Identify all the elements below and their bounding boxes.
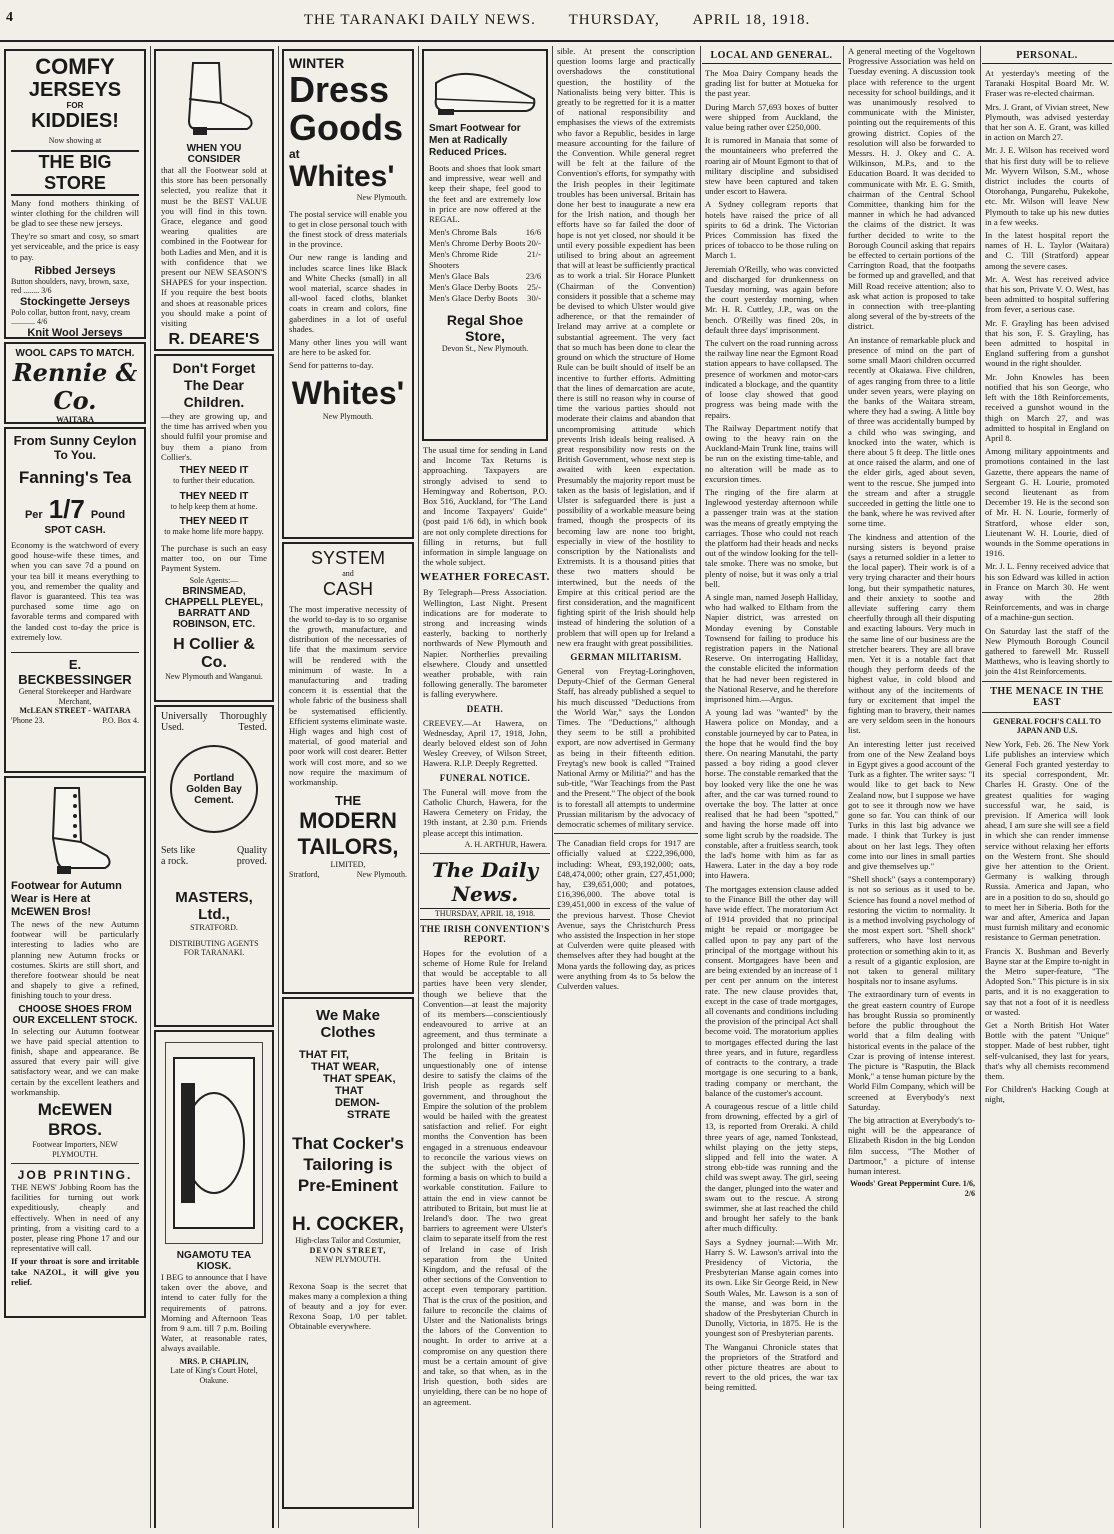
column-rule bbox=[278, 46, 279, 1528]
whites-winter: WINTER bbox=[289, 55, 345, 71]
deare-name: R. DEARE'S bbox=[168, 331, 260, 349]
price-value: 21/- bbox=[527, 249, 541, 260]
hcocker-addr: DEVON STREET, bbox=[309, 1245, 387, 1255]
rennie-town: WAITARA bbox=[55, 415, 95, 424]
personal-item: Mr. F. Grayling has been advised that his son, F. S. Grayling, has been admitted to hospital in England suffering from a gunshot wound in the right shoulder. bbox=[985, 317, 1109, 369]
masthead bbox=[0, 0, 1114, 42]
column-7 bbox=[845, 46, 978, 1528]
coughing-text: For Children's Hacking Cough at night, bbox=[985, 1084, 1109, 1105]
menace-head: THE MENACE IN THE EAST bbox=[990, 685, 1104, 708]
personal-head: PERSONAL. bbox=[982, 50, 1112, 64]
cement-tagline-2 bbox=[161, 722, 267, 733]
column-2 bbox=[152, 46, 276, 1528]
personal-item: Mr. J. L. Fenny received advice that his son Edward was killed in action in France on March 30. He went away with the 28th Reinforcements, and was in charge of a machine-gun section. bbox=[985, 561, 1109, 623]
regal-text: Boots and shoes that look smart and impressive, wear well and keep their shape, feel good to the feet and are extremely low in price are now offered at the REGAL. bbox=[429, 163, 541, 225]
whites-name-2: Whites' bbox=[291, 374, 405, 411]
ad-kiddies: KIDDIES! bbox=[31, 110, 119, 132]
beck-phone: 'Phone 23. bbox=[11, 715, 45, 725]
peppermint-cure: Woods' Great Peppermint Cure. 1/6, 2/6 bbox=[849, 1179, 975, 1198]
price-row bbox=[429, 238, 541, 249]
death-text: CREEVEY.—At Hawera, on Wednesday, April 17, 1918, John, dearly beloved eldest son of John Wesley Creevey, of Wilson Street, Hawera. R.I.P. Deeply Regretted. bbox=[423, 717, 547, 769]
regal-name: Regal Shoe Store, bbox=[446, 312, 524, 345]
ad-wool-caps: WOOL CAPS TO MATCH. bbox=[15, 348, 135, 359]
consider-head: WHEN YOU CONSIDER bbox=[186, 143, 242, 165]
kiosk-text: I BEG to announce that I have taken over the above, and intend to cater fully for the requirements of patrons. Morning and Afternoon Teas from 9 a.m. till 7 p.m. Boiling Water, at reasonable rates, always available. bbox=[161, 1272, 267, 1354]
cocker-speak: THAT SPEAK, bbox=[323, 1073, 396, 1085]
system-word: SYSTEM bbox=[310, 548, 385, 568]
ad-item-name: Stockingette Jerseys bbox=[19, 295, 131, 308]
local-item: Says a Sydney journal:—With Mr. Harry S. W. Lawson's arrival into the Presidency of Victoria, the Presbyterian Manse again comes into its own. Like Sir George Reid, in New South Wales, Mr. Lawson is a son of the manse, and was born in the shadow of the Presbyterian Church in Dunolly, Victoria, in 1875. He is the youngest son of Presbyterian parents. bbox=[705, 1236, 838, 1339]
purchase-text: The purchase is such an easy matter too, on our Time Payment System. bbox=[161, 542, 267, 573]
column-8 bbox=[982, 46, 1112, 1528]
price-value: 30/- bbox=[527, 293, 541, 304]
tea-price: 1/7 bbox=[48, 494, 85, 524]
ad-modern-tailors bbox=[282, 542, 414, 994]
choose-text: In selecting our Autumn footwear we have paid special attention to finish, shape and appearance. Be assured that every pair will give satisfactory wear, and we can make certain by the excellent leathers and workmanship. bbox=[11, 1025, 139, 1097]
ad-whites bbox=[282, 49, 414, 539]
local-item: During March 57,693 boxes of butter were shipped from Auckland, the value being rather over £250,000. bbox=[705, 101, 838, 133]
collier-addr: New Plymouth and Wanganui. bbox=[165, 671, 263, 681]
local-item: The Moa Dairy Company heads the grading list for butter at Motueka for the past year. bbox=[705, 68, 838, 99]
ceylon-from: From Sunny Ceylon bbox=[13, 433, 137, 448]
cement-tagline-1 bbox=[161, 711, 267, 722]
price-value: 25/- bbox=[527, 282, 541, 293]
job-text: THE NEWS' Jobbing Room has the facilities for turning out work expeditiously, cheaply and effectively. When in need of any printing, from a visiting card to a poster, please ring Phone 17 and our representative will call. bbox=[11, 1182, 139, 1254]
choose-head: CHOOSE SHOES FROM OUR EXCELLENT STOCK. bbox=[12, 1003, 138, 1026]
ad-now-showing: Now showing at bbox=[48, 136, 102, 145]
local-item: A Sydney collegram reports that hotels have raised the price of all spirits to 6d a drink. The Victorian Prices Commission has fixed the prices of tobacco to be those ruling on March 1. bbox=[705, 199, 838, 261]
job-printing-head: JOB PRINTING. bbox=[17, 1168, 133, 1183]
cement-seal-line: Golden Bay bbox=[186, 783, 242, 795]
system-and: and bbox=[342, 569, 354, 578]
need-it-1: THEY NEED IT bbox=[179, 465, 249, 477]
militarism-text: General von Freytag-Loringhoven, Deputy-Chief of the German General Staff, has already published a sequel to his much discussed "Deductions from the World War," says the London Times. The "Deductions," although they seem to be still a prohibited export, are now advertised in Germany as being in their fifteenth edition. Freytag's new book is called "Trained National Army or Militia?" and has the sub-title, "War Teachings from the Past and the Present." The object of the book is to forestall all attempts to undermine Prussian militarism by the advocacy of democratic schemes of military service. bbox=[557, 665, 695, 830]
masthead-day: THURSDAY, bbox=[568, 12, 660, 28]
cocker-strate: STRATE bbox=[347, 1109, 391, 1121]
cement-used: Used. bbox=[161, 722, 185, 733]
masters-town: STRATFORD. bbox=[190, 923, 238, 932]
cement-sets-like: Sets like bbox=[161, 845, 196, 856]
personal-item: Mr. A. West has received advice that his son, Private V. O. West, has been admitted to hospital suffering from fever, a serious case. bbox=[985, 273, 1109, 315]
local-item: The ringing of the fire alarm at Inglewood yesterday afternoon while a passenger train was at the station was the means of greatly emptying the carriages. Those who could not reach the platform had their heads and necks out of the window looking for the tell-tale smoke. There was no smoke, but plenty of noise, but it was only a trial bell. bbox=[705, 486, 838, 589]
local-item: An interesting letter just received from one of the New Zealand boys in Egypt gives a good account of the Turk as a fighter. The writer says: "I would like to get back to New Zealand now, but I suppose we have got to see it through now we have gone so far. You can think of our Turks in this last big advance we made. I think that Turkey is just about on her last legs. They often come into our lines in small parties and give themselves up." bbox=[848, 738, 975, 872]
local-item: The mortgages extension clause added to the Finance Bill the other day will have wide effect. The moratorium Act of 1914 provided that no principal might be repaid or mortgagee be called upon to pay any part of the principal of the mortgage without his consent. Mortgagees have been and are being extended by an increase of 1 per cent per annum on the interest rate. The new clause provides that, except in the case of trade mortgages, all covenants and conditions including the provision of the principal Act shall become void. The moratorium applies to mortgages effected during the last three years, and in future, regardless of contracts to the contrary, a trade mortgage is one securing to a bank, trading company or merchant, the balance of the customer's account. bbox=[705, 883, 838, 1098]
cigarette-packet-illustration bbox=[165, 1042, 263, 1244]
masthead-date: APRIL 18, 1918. bbox=[692, 12, 811, 28]
cement-tested: Tested. bbox=[238, 722, 267, 733]
job-foot: If your throat is sore and irritable take NAZOL, it will give you relief. bbox=[11, 1256, 139, 1287]
editorial-continued: sible. At present the conscription question looms large and practically overshadows the constitutional question, the hostility of the Nationalists being very bitter. This is greatly to be regretted for it is a matter of national responsibility and emphasises the views of the extremists who favor a Republic, besides in large measure accounting for the failure of the Convention. While general regret will be felt at the failure of the Convention's efforts, for sympathy with the Irish peoples in their legitimate troubles has been universal. Britain has done her best to inaugurate a new era for the Irish nation, and though her efforts have so far failed the door of hope is not yet closed, nor should it be until every possible expedient has been utilised to bring about an agreement that will at least be sufficiently practical as to work a trial. Sir Horace Plunkett (Chairman of the Convention) considers it possible that a scheme may be devised to which Ulster would give adherence, or that the remainder of Ireland may arrive at a complete or substantial agreement. The very fact that so much has been done to clear the ground on which the structure of Home Rule can be built should of itself be an incentive to further efforts. Admitting that the lines of demarcation are acute, there is still no reason why in course of time the various parties should not moderate their claims and abandon that uncompromising attitude which prevents Irish ideals being realised. A great responsibility now rests on the British Government, whose next step is awaited with keen expectation. Presumably the majority report must be taken as the basis of legislation, and if Ulster is safeguarded there is just a possibility of a workable measure being framed, though the prospects of its becoming law are none too bright, especially in view of the hostility to conscription by the Nationalists and Extremists. It is a thousand pities that these two matters should be intertwined, but the needs of the Empire at this critical period are the first consideration, and the magnificent fighting spirit of the Irish should help instead of hindering the solution of a problem that will open up for Ireland a new era fraught with great possibilities. bbox=[557, 46, 695, 648]
whites-name: Whites' bbox=[289, 160, 395, 193]
agents-list: BRINSMEAD, CHAPPELL PLEYEL, BARRATT AND ROBINSON, ETC. bbox=[164, 585, 264, 630]
whites-goods: Goods bbox=[289, 107, 403, 148]
local-item: A courageous rescue of a little child from drowning, effected by a girl of 13, is reported from Oreraki. A child three years of age, named Tonkstead, whilst playing on the jetty steps, slipped and fell into the water. A strong ebb-tide was running and the child was swept away. The girl, seeing the danger, plunged into the water and swam out to the rescue. A strong swimmer, she at last reached the child and brought her safely to the bank after much difficulty. bbox=[705, 1100, 838, 1234]
rennie-logo: Rennie & Co. bbox=[12, 358, 138, 415]
local-item: An instance of remarkable pluck and presence of mind on the part of some small Maori children occurred recently at Okaiawa. Five children, of ages ranging from three to a little under seven years, were playing on the banks of the Waitara stream, where they had a swing. A little boy of three was accidentally bumped by a child who was swinging, and knocked into the water, which is there about 5 ft deep. The little ones at once raised the alarm, and one of the elder girls, aged about seven, went to the rescue. She jumped into the stream and after a struggle succeeded in getting the little one to the bank, where he was revived after some time. bbox=[848, 334, 975, 529]
price-row bbox=[429, 249, 541, 271]
paper-name: THE TARANAKI DAILY NEWS. bbox=[303, 12, 536, 28]
need-it-3-sub: to make home life more happy. bbox=[164, 527, 264, 537]
ad-item-desc: Polo collar, button front, navy, cream ............ 4/6 bbox=[11, 307, 131, 327]
price-item: Men's Chrome Bals bbox=[429, 227, 497, 238]
local-item: The Railway Department notify that owing to the heavy rain on the Auckland-Main Trunk line, trains will be run on the existing time-table, and no alteration will be made as to excursion times. bbox=[705, 422, 838, 484]
mcewen-name: McEWEN BROS. bbox=[37, 1100, 113, 1140]
column-6 bbox=[702, 46, 841, 1528]
forget-head: Don't Forget The Dear Children. bbox=[172, 360, 256, 410]
ad-comfy: COMFY bbox=[35, 54, 115, 79]
ad-item-desc: Button shoulders, navy, brown, saxe, red ........ 3/6 bbox=[11, 276, 130, 296]
footwear-head: Footwear for Autumn Wear is Here at McEWEN Bros! bbox=[11, 880, 122, 918]
regal-head: Smart Footwear for Men at Radically Reduced Prices. bbox=[429, 123, 521, 158]
hcocker-town: NEW PLYMOUTH. bbox=[315, 1255, 381, 1264]
daily-news-date: THURSDAY, APRIL 18, 1918. bbox=[420, 908, 550, 920]
ad-intro2: They're so smart and cosy, so smart yet serviceable, and the price is easy to pay. bbox=[11, 231, 139, 262]
column-5 bbox=[554, 46, 698, 1528]
local-item: A young lad was "wanted" by the Hawera police on Monday, and a constable journeyed by car to Patea, in the hope that he would find the boy there. On nearing Manutahi, the party passed a boy riding a good clever horse. The constable remarked that the boy looked very like the one he was after, and the car was turned round to overtake the boy. The latter at once realised that he had been "spotted," and having the horse made off into some light scrub by the roadside. The constable, after a fruitless search, took the lad's home with him as far as Hawera. Later in the day a boy rode into Hawera. bbox=[705, 707, 838, 881]
personal-item: Among military appointments and promotions contained in the last Gazette, there appears the name of Sergeant G. H. Lourie, promoted second lieutenant as from December 19. He is the second son of Mr. H. N. Lourie, formerly of Stratford, whose elder son, Lieutenant W. H. Lourie, died of wounds in the Somme operations in 1916. bbox=[985, 446, 1109, 559]
price-item: Men's Chrome Ride Shooters bbox=[429, 249, 498, 271]
bushman-text: Francis X. Bushman and Beverly Bayne star at the Empire to-night in the Metro super-feature, "The Adopted Son." This picture is in six parts, and it is no exaggeration to say that not a foot of it is needless or wasted. bbox=[985, 945, 1109, 1017]
rexona-text: Rexona Soap is the secret that makes many a complexion a thing of beauty and a joy for ever. Rexona Soap, 1/0 per tablet. Obtainable everywhere. bbox=[289, 1280, 407, 1332]
masthead-title bbox=[0, 12, 1114, 29]
forget-text: —they are growing up, and the time has arrived when you should fulfil your promise and buy them a piano from Collier's. bbox=[161, 411, 267, 462]
cement-proved: proved. bbox=[236, 856, 267, 867]
column-4 bbox=[420, 46, 550, 1528]
beck-name: E. BECKBESSINGER bbox=[11, 652, 139, 687]
local-item: The big attraction at Everybody's to-night will be the appearance of Elizabeth Risdon in the big London film success, "The Mother of Dartmoor," a picture of intense human interest. bbox=[848, 1114, 975, 1176]
ad-jerseys: JERSEYS bbox=[28, 79, 122, 101]
column-rule bbox=[700, 46, 701, 1528]
tea-text: Economy is the watchword of every good house-wife these times, and when you can save 7d a pound on your tea bill it means everything to you, and remember the quality and flavor is guaranteed. This tea was purchased some time ago on favorable terms and compared with the landed cost to-day the price is extremely low. bbox=[11, 540, 139, 642]
cocker-fit: THAT FIT, bbox=[299, 1049, 349, 1061]
need-it-1-sub: to further their education. bbox=[173, 476, 255, 486]
modern-the: THE bbox=[335, 793, 361, 809]
price-value: 20/- bbox=[527, 238, 541, 249]
price-item: Men's Glace Derby Boots bbox=[429, 293, 518, 304]
cement-quality: Quality bbox=[237, 845, 267, 856]
whites-postal: The postal service will enable you to get in close personal touch with the finest stock of dress materials in the province. bbox=[289, 208, 407, 250]
modern-np: New Plymouth. bbox=[356, 869, 407, 879]
price-row bbox=[429, 271, 541, 282]
ad-item-name: Knit Wool Jerseys bbox=[27, 326, 123, 339]
price-value: 16/6 bbox=[525, 227, 541, 238]
modern-towns bbox=[289, 870, 407, 880]
cash-word: CASH bbox=[322, 578, 373, 599]
collier-name: H Collier & Co. bbox=[173, 635, 255, 671]
price-row bbox=[429, 293, 541, 304]
tea-unit: Pound bbox=[90, 509, 126, 521]
column-rule bbox=[552, 46, 553, 1528]
cocker-pre-eminent: That Cocker's Tailoring is Pre-Eminent bbox=[292, 1134, 404, 1195]
column-rule bbox=[418, 46, 419, 1528]
cement-seal-line: Cement. bbox=[194, 794, 234, 806]
daily-news-nameplate: The Daily News. bbox=[431, 858, 539, 907]
beck-contact bbox=[11, 716, 139, 726]
cement-tagline-4 bbox=[161, 856, 267, 867]
local-item: Jeremiah O'Reilly, who was convicted and discharged for drunkenness on Tuesday morning, was again before the court yesterday morning, when Mr. H. R. Cuttley, J.P., was on the bench. O'Reilly was fined 20s, in default three days' imprisonment. bbox=[705, 263, 838, 335]
cement-seal bbox=[170, 745, 258, 833]
ad-for: FOR bbox=[66, 101, 84, 110]
cement-a-rock: a rock. bbox=[161, 856, 189, 867]
weather-head: WEATHER FORECAST. bbox=[420, 571, 550, 584]
cement-seal-line: Portland bbox=[193, 772, 235, 784]
ad-big-store-name: THE BIG STORE bbox=[11, 150, 139, 196]
tax-guide-text: The usual time for sending in Land and Income Tax Returns is approaching. Taxpayers are strongly advised to send to Hemingway and Robertson, P.O. Box 516, Auckland, for "The Land and Income Taxpayers' Guide" (post paid 1/6 6d), in which book are not only complete directions for filling in returns, but full information in simple language on the whole subject. bbox=[423, 445, 547, 568]
ad-collier bbox=[154, 354, 274, 702]
cocker-wear: THAT WEAR, bbox=[311, 1061, 380, 1073]
whites-dress: Dress bbox=[289, 69, 390, 110]
local-general-head: LOCAL AND GENERAL. bbox=[702, 50, 841, 64]
crops-text: The Canadian field crops for 1917 are officially valued at £222,396,000, including: Wheat, £93,192,000; oats, £48,474,000; other grain, £27,451,000; hay, £39,651,000; and potatoes, £16,396,000. The above total is £39,451,000 in excess of the value of the previous harvest. Those Cheviot Avenue, says the Christchurch Press who assisted the Inspection in her stope at Culverden were quite pleased with themselves after they had bought at the Mona yards the following day, as prices were anything from 4s to 5s below the Culverden values. bbox=[557, 838, 695, 992]
local-item: The Wanganui Chronicle states that the proprietors of the Stratford and other picture theatres are about to revert to the old prices, the war tax being remitted. bbox=[705, 1341, 838, 1393]
local-item: The culvert on the road running across the railway line near the Egmont Road station appears to have collapsed. The presence of workmen and motor-cars indicated a blockage, and the quantity of loose clay showed that good progress was being made with the repairs. bbox=[705, 338, 838, 420]
masters-sub: DISTRIBUTING AGENTS FOR TARANAKI. bbox=[169, 938, 259, 957]
personal-item: At yesterday's meeting of the Taranaki Hospital Board Mr. W. Fraser was re-elected chairman. bbox=[985, 68, 1109, 99]
whites-range: Our new range is landing and includes scarce lines like Black and White Checks (small) in all wool material, scarce shades in all-wool faced cloths, blanket coats in cream and colors, fine gaberdines in a lot of useful shades. bbox=[289, 252, 407, 334]
weather-text: By Telegraph—Press Association. Wellington, Last Night. Present indications are for moderate to strong and increasing winds easterly, backing to northerly northwards of New Plymouth and Napier. Northerlies prevailing elsewhere. Cloudy and unsettled weather probable, with rain following generally. The barometer is falling everywhere. bbox=[423, 587, 547, 700]
ceylon-to: To You. bbox=[54, 448, 96, 462]
cement-tagline-3 bbox=[161, 845, 267, 856]
foch-text: New York, Feb. 26. The New York Life publishes an interview which General Foch granted yesterday to its special correspondent, Mr. Charles H. Grasty. One of the greatest qualities for waging successful war, he said, is prevision. If America will look ahead, I am sure she will see a field in which she can render immense service without relaxing her efforts on the Western front. She should give her attention to the Orient. Germany is walking through Russia. America and Japan, who are in a position to do so, should go to meet her in Siberia. Both for the war and after, America and Japan must furnish military and economic resistance to German penetration. bbox=[985, 738, 1109, 943]
agents-head: Sole Agents:— bbox=[189, 576, 239, 586]
column-1 bbox=[2, 46, 148, 1528]
column-rule bbox=[843, 46, 844, 1528]
personal-item: On Saturday last the staff of the New Plymouth Borough Council gathered to farewell Mr. Russell Matthews, who is leaving shortly to join the 41st Reinforcements. bbox=[985, 625, 1109, 677]
price-value: 23/6 bbox=[525, 271, 541, 282]
foch-head: GENERAL FOCH'S CALL TO JAPAN AND U.S. bbox=[993, 716, 1101, 736]
kiosk-sign: MRS. P. CHAPLIN, bbox=[179, 1356, 249, 1366]
ad-masters bbox=[154, 705, 274, 1027]
tea-per: Per bbox=[24, 509, 43, 521]
page-number: 4 bbox=[6, 10, 13, 25]
cigarette-packet-icon bbox=[169, 1053, 259, 1233]
system-text: The most imperative necessity of the world to-day is to so organise the growth, manufacture, and distribution of the necessaries of life that the maximum service will be rendered with the minimum of waste. In a manufacturing and trading concern it is essential that the whole fabric of the business shall be systematised efficiently. Efficient systems eliminate waste. High wages and high cost of material, of good material and poor work will cost dearer. Better work will cost more, and so we now require the maximum of workmanship. bbox=[289, 603, 407, 787]
tea-name: Fanning's Tea bbox=[18, 468, 132, 487]
ad-cocker bbox=[282, 997, 414, 1509]
mens-boot-illustration bbox=[169, 59, 259, 139]
funeral-sign: A. H. ARTHUR, Hawera. bbox=[464, 839, 547, 849]
local-item: The extraordinary turn of events in the great eastern country of Europe has brought Russia so prominently before the public throughout the world that a film dealing with historical events in the palace of the Czar is proving of intense interest. The picture is "Rasputin, the Black Monk," a tense human picture by the World Film Company, which will be screened at Everybody's next Saturday. bbox=[848, 989, 975, 1112]
column-rule bbox=[150, 46, 151, 1528]
need-it-3: THEY NEED IT bbox=[179, 516, 249, 528]
deare-arcade bbox=[161, 349, 267, 351]
column-3 bbox=[280, 46, 416, 1528]
hcocker-sub: High-class Tailor and Costumier, bbox=[295, 1236, 401, 1245]
kiosk-head: NGAMOTU TEA KIOSK. bbox=[176, 1250, 252, 1272]
footwear-text: The news of the new Autumn footwear will be particularly interesting to ladies who are planning new Autumn frocks or costumes. Skirts are still short, and therefore footwear should be neat and shapely to give a refined, finishing touch to your dress. bbox=[11, 919, 139, 1001]
price-item: Men's Chrome Derby Boots bbox=[429, 238, 526, 249]
modern-modern: MODERN bbox=[299, 808, 397, 834]
modern-limited: LIMITED, bbox=[330, 860, 366, 870]
need-it-2-sub: to help keep them at home. bbox=[170, 501, 258, 511]
personal-item: Mr. John Knowles has been notified that his son George, who left with the 18th Reinforcements, received a gunshot wound in the thigh on March 27, and was admitted to hospital in England on April 8. bbox=[985, 371, 1109, 443]
whites-town-2: New Plymouth. bbox=[322, 411, 374, 421]
price-row bbox=[429, 227, 541, 238]
mcewen-sub: Footwear Importers, NEW PLYMOUTH. bbox=[32, 1140, 118, 1159]
funeral-text: The Funeral will move from the Catholic Church, Hawera, for the Hawera Cemetery on Friday, the 19th instant, at 2.30 p.m. Friends please accept this intimation. bbox=[423, 786, 547, 838]
ad-fannings-tea bbox=[4, 427, 146, 773]
ad-kiosk bbox=[154, 1030, 274, 1528]
regal-addr: Devon St., New Plymouth. bbox=[441, 344, 529, 354]
cocker-demon: THAT DEMON- bbox=[335, 1085, 380, 1109]
consider-text: that all the Footwear sold at this store has been personally selected, you realize that it must be the BEST VALUE you will find in this town. Grace, elegance and good wearing qualities are combined in the Footwear for both Ladies and Men, and it is with confidence that we present our NEW SEASON'S SHAPES for your inspection. If you require the best boots and shoes at reasonable prices you should make a point of visiting bbox=[161, 165, 267, 329]
whites-other: Many other lines you will want are here to be asked for. bbox=[289, 336, 407, 358]
hcocker-name: H. COCKER, bbox=[292, 1214, 404, 1235]
local-item: A general meeting of the Vogeltown Progressive Association was held on Tuesday evening. A discussion took place with reference to the urgent necessity for school buildings, and it was unanimously resolved to communicate with the Minister, pointing out the requirements of this growing district. Copies of the resolution will also be forwarded to Messrs. H. J. Okey and C. A. Wilkinson, M.P.s, and to the Education Board. It was decided to communicate with Mr. E. G. Smith, chairman of the Central School Committee, thanking him for the manner in which he had advanced the claims of the district. It was further decided to write to the Borough Council asking that repairs be effected to certain portions of the Carrington Road, that the footpaths be formed up and gravelled, and that Mill Road receive attention; also to ask what action is proposed to take in connection with tree-planting along several of the by-streets of the district. bbox=[848, 46, 975, 332]
masters-name: MASTERS, Ltd., bbox=[175, 889, 253, 923]
cocker-make-clothes: We Make Clothes bbox=[316, 1007, 380, 1041]
whites-town: New Plymouth. bbox=[356, 193, 407, 202]
price-item: Men's Glace Derby Boots bbox=[429, 282, 518, 293]
ladies-boot-illustration bbox=[35, 786, 115, 876]
beck-sub: General Storekeeper and Hardware Merchant, bbox=[18, 687, 132, 706]
price-item: Men's Glace Bals bbox=[429, 271, 490, 282]
need-it-2: THEY NEED IT bbox=[179, 490, 249, 502]
mens-shoe-illustration bbox=[430, 59, 540, 119]
beck-addr: McLEAN STREET - WAITARA bbox=[19, 706, 131, 716]
personal-item: Mrs. J. Grant, of Vivian street, New Plymouth, was advised yesterday that her son A. E. Grant, was killed in action on March 27. bbox=[985, 101, 1109, 143]
whites-patterns: Send for patterns to-day. bbox=[289, 360, 374, 371]
modern-stratford: Stratford, bbox=[289, 869, 320, 879]
irish-text: Hopes for the evolution of a scheme of Home Rule for Ireland that would be acceptable to all parties have been very slender, though we believe that the Convention—at least the majority of its members—conscientiously endeavoured to arrive at an agreement, and thus terminate a prolonged and bitter controversy. The feeling in Britain is unquestionably one of intense desire to satisfy the claims of the Irish people as regards self government, and throughout the Empire the solution of the problem would be hailed with the greatest satisfaction and relief. For eight months the Convention has been engaged in a strenuous endeavour to reconcile the various views on the subject with the object of forming a basis on which to build a workable constitution. Failure to attain the end in view cannot be attributed to Britain, but must lie at Ireland's door. The two great barriers to agreement were Ulster's claim to separate itself from the rest of Ireland in case of Irish separation from the United Kingdom, and the refusal of the other sections of the Convention to accept even temporary partition. That is the crux of the position, and failure to reconcile the claims of Ulster and the Nationalists brings the labors of the Convention to nought. In order to arrive at a compromise on any question there must be a certain amount of give and take, so that when, as in the Irish question, both sides are unyielding, there can be no hope of an agreement. bbox=[423, 947, 547, 1407]
ad-intro: Many fond mothers thinking of winter clothing for the children will be glad to see these new jerseys. bbox=[11, 197, 139, 228]
local-item: It is rumored in Manaia that some of the mountaineers who preferred the roaring air of Mount Egmont to that of military discipline and subsidised stew have been captured and taken under escort to Hawera. bbox=[705, 135, 838, 197]
column-rule bbox=[980, 46, 981, 1528]
modern-tailors: TAILORS, bbox=[297, 834, 399, 860]
local-item: "Shell shock" (says a contemporary) is not so serious as it used to be. Science has found a novel method of restoring the victim to normality. It is a method involving psychology of the most expert sort. "Shell shock" sufferers, who have lost nervous protection or something akin to it, as a result of a gigantic explosion, are not taken to general military hospitals nor to insane asylums. bbox=[848, 874, 975, 987]
ad-mcewen bbox=[4, 776, 146, 1318]
militarism-head: GERMAN MILITARISM. bbox=[570, 651, 682, 662]
kiosk-late: Late of King's Court Hotel, Otakune. bbox=[170, 1366, 258, 1385]
whites-at: at bbox=[289, 147, 300, 161]
ad-deare bbox=[154, 49, 274, 351]
tea-spot: SPOT CASH. bbox=[44, 525, 106, 536]
ad-item-name: Ribbed Jerseys bbox=[34, 264, 116, 277]
tea-price-row bbox=[11, 494, 139, 525]
beck-box: P.O. Box 4. bbox=[102, 715, 139, 725]
personal-item: In the latest hospital report the names of H. L. Taylor (Waitara) and C. Till (Stratford) appear among the severe cases. bbox=[985, 230, 1109, 271]
price-row bbox=[429, 282, 541, 293]
cement-thoroughly: Thoroughly bbox=[219, 711, 267, 722]
local-item: The kindness and attention of the nursing sisters is beyond praise (says a returned soldier in a letter to the local paper). Their work is of a very trying character and their hours long, but their sympathetic natures, and their anxiety to soothe and alleviate suffering carry them cheerfully through all their disputing and exacting labours. Very much in the same line of our business are the stretcher bearers. They are all brave men. Yet it is a notable fact that though they perform deeds of the highest value, in cold blood and without any of the incitements of fury or excitement that impel the fighting man to bravery, their names are very seldom seen in the honours list. bbox=[848, 531, 975, 736]
personal-item: Mr. J. E. Wilson has received word that his first duty will be to relieve Mr. Wyvern Wilson, S.M., whose district includes the courts of Otorohanga, Pungarehu, Pukekohe, etc. Mr. Wilson will leave New Plymouth to take up his new duties in a few weeks. bbox=[985, 145, 1109, 227]
local-item: A single man, named Joseph Halliday, who had walked to Eltham from the Napier district, was arrested on Monday evening by Constable Townsend for failing to produce his registration papers in the National Reserve. On interrogating Halliday, the constable elicited the information that he had never been registered in the National Reserve, and he therefore imprisoned him.—Argus. bbox=[705, 591, 838, 704]
cement-universally: Universally bbox=[161, 711, 208, 722]
ad-rennie bbox=[4, 342, 146, 424]
hot-water-bottle-text: Get a North British Hot Water Bottle with the patent "Unique" stopper. Made of best rubber, tight self-vulcanised, they last for years, that's why all chemists recommend them. bbox=[985, 1020, 1109, 1082]
irish-head: THE IRISH CONVENTION'S REPORT. bbox=[420, 923, 550, 944]
death-head: DEATH. bbox=[466, 703, 504, 714]
funeral-head: FUNERAL NOTICE. bbox=[439, 772, 531, 783]
ad-big-store bbox=[4, 49, 146, 339]
ad-regal bbox=[422, 49, 548, 441]
